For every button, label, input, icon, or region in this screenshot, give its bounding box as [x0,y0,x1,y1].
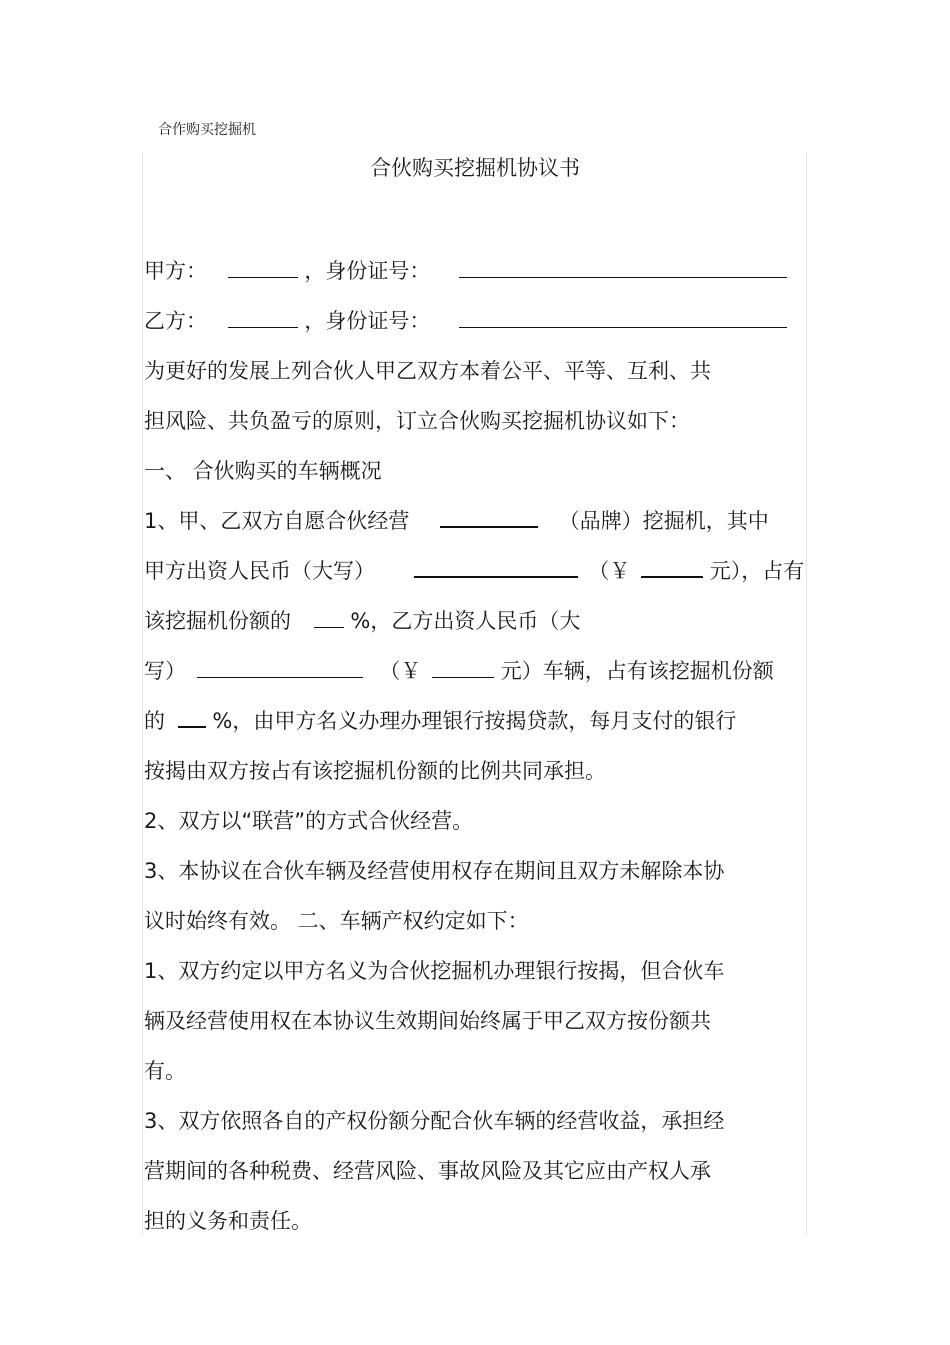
party-a-id-field[interactable] [459,257,787,278]
page-border-left [142,152,143,1237]
party-a-amount-number-field[interactable] [641,556,703,578]
party-a-label: 甲方： [144,259,207,283]
party-a-line [144,255,787,285]
party-b-amount-number-field[interactable] [432,657,494,678]
clause-1-text-l: %，由甲方名义办理办理银行按揭贷款，每月支付的银行 [212,709,737,733]
clause-1-text-e: 元），占有 [709,559,805,583]
clause-1-line-2 [144,555,804,585]
party-a-share-field[interactable] [314,607,344,628]
clause-2: 2、双方以“联营”的方式合伙经营。 [144,809,474,833]
ownership-clause-3-line-2: 营期间的各种税费、经营风险、事故风险及其它应由产权人承 [144,1159,711,1183]
party-b-label: 乙方： [144,309,207,333]
party-a-amount-words-field[interactable] [414,556,578,578]
clause-1-text-a: 1、甲、乙双方自愿合伙经营 [144,509,410,533]
party-b-share-field[interactable] [178,706,206,728]
party-b-id-label: ，身份证号： [304,309,431,333]
clause-1-line-4 [144,655,774,685]
clause-3-line-2: 议时始终有效。 二、车辆产权约定如下： [144,909,529,933]
ownership-clause-1-line-1: 1、双方约定以甲方名义为合伙挖掘机办理银行按揭，但合伙车 [144,959,725,983]
clause-1-text-d: （￥ [588,559,631,583]
ownership-clause-3-line-1: 3、双方依照各自的产权份额分配合伙车辆的经营收益，承担经 [144,1109,725,1133]
clause-1-text-g: %，乙方出资人民币（大 [350,609,581,633]
party-b-amount-words-field[interactable] [197,657,363,678]
clause-1-line-1 [144,505,769,535]
party-a-name-field[interactable] [228,257,298,278]
clause-1-line-5 [144,705,736,735]
brand-field[interactable] [440,506,538,528]
clause-1-text-h: 写） [144,659,186,683]
preamble-line-2: 担风险、共负盈亏的原则，订立合伙购买挖掘机协议如下： [144,409,690,433]
clause-1-text-k: 的 [144,709,165,733]
preamble-line-1: 为更好的发展上列合伙人甲乙双方本着公平、平等、互利、共 [144,359,711,383]
ownership-clause-1-line-3: 有。 [144,1059,186,1083]
document-title: 合伙购买挖掘机协议书 [370,156,580,180]
clause-1-line-3 [144,605,580,635]
party-b-id-field[interactable] [459,307,787,328]
party-b-name-field[interactable] [228,307,298,328]
party-a-id-label: ，身份证号： [304,259,431,283]
clause-1-text-j: 元）车辆，占有该挖掘机份额 [500,659,774,683]
clause-1-text-b: （品牌）挖掘机，其中 [558,509,769,533]
document-header-label: 合作购买挖掘机 [158,122,256,138]
page-border-right [806,152,807,1237]
clause-1-text-f: 该挖掘机份额的 [144,609,291,633]
clause-1-line-6: 按揭由双方按占有该挖掘机份额的比例共同承担。 [144,759,606,783]
party-b-line [144,305,787,335]
clause-1-text-c: 甲方出资人民币（大写） [144,559,375,583]
section-1-heading: 一、 合伙购买的车辆概况 [144,459,382,483]
ownership-clause-1-line-2: 辆及经营使用权在本协议生效期间始终属于甲乙双方按份额共 [144,1009,711,1033]
clause-3-line-1: 3、本协议在合伙车辆及经营使用权存在期间且双方未解除本协 [144,859,725,883]
ownership-clause-3-line-3: 担的义务和责任。 [144,1209,312,1233]
clause-1-text-i: （￥ [379,659,422,683]
